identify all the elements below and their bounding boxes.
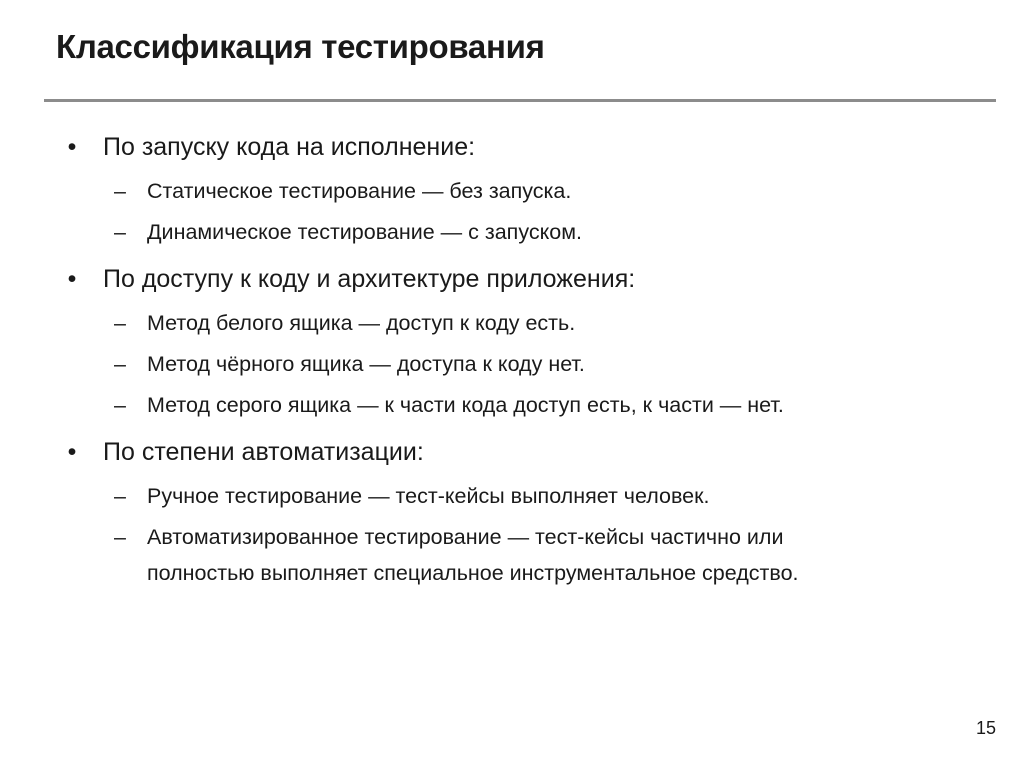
dash-marker: – bbox=[114, 352, 126, 376]
sub-bullet-item bbox=[62, 305, 962, 341]
dash-marker: – bbox=[114, 179, 126, 203]
sub-bullet-item bbox=[62, 214, 962, 250]
bullet-item bbox=[62, 258, 962, 300]
sub-bullet-item bbox=[62, 173, 962, 209]
slide-title: Классификация тестирования bbox=[56, 28, 545, 65]
bullet-marker: • bbox=[67, 438, 77, 466]
sub-bullet-text: Динамическое тестирование — с запуском. bbox=[147, 220, 582, 244]
dash-marker: – bbox=[114, 311, 126, 335]
title-divider bbox=[44, 99, 996, 102]
bullet-text: По степени автоматизации: bbox=[103, 438, 424, 466]
bullet-text: По доступу к коду и архитектуре приложения: bbox=[103, 265, 636, 293]
sub-bullet-item bbox=[62, 478, 962, 514]
sub-bullet-item bbox=[62, 387, 962, 423]
dash-marker: – bbox=[114, 220, 126, 244]
sub-bullet-text: Статическое тестирование — без запуска. bbox=[147, 179, 572, 203]
sub-bullet-text: Автоматизированное тестирование — тест-кейсы частично или bbox=[147, 525, 784, 549]
sub-bullet-text: Метод белого ящика — доступ к коду есть. bbox=[147, 311, 576, 335]
page-number: 15 bbox=[975, 718, 996, 738]
bullet-marker: • bbox=[67, 265, 77, 293]
section-automation bbox=[62, 431, 962, 591]
sub-bullet-item bbox=[62, 519, 962, 591]
sub-bullet-text: Ручное тестирование — тест-кейсы выполняет человек. bbox=[147, 484, 710, 508]
bullet-list bbox=[62, 126, 962, 599]
sub-bullet-text: Метод чёрного ящика — доступа к коду нет. bbox=[147, 352, 585, 376]
section-access bbox=[62, 258, 962, 423]
sub-bullet-text-continuation: полностью выполняет специальное инструментальное средство. bbox=[147, 561, 799, 585]
sub-bullet-item bbox=[62, 346, 962, 382]
bullet-item bbox=[62, 431, 962, 473]
dash-marker: – bbox=[114, 484, 126, 508]
sub-bullet-text: Метод серого ящика — к части кода доступ есть, к части — нет. bbox=[147, 393, 784, 417]
dash-marker: – bbox=[114, 525, 126, 549]
dash-marker: – bbox=[114, 393, 126, 417]
bullet-marker: • bbox=[67, 133, 77, 161]
section-launch bbox=[62, 126, 962, 250]
bullet-item bbox=[62, 126, 962, 168]
bullet-text: По запуску кода на исполнение: bbox=[103, 133, 476, 161]
